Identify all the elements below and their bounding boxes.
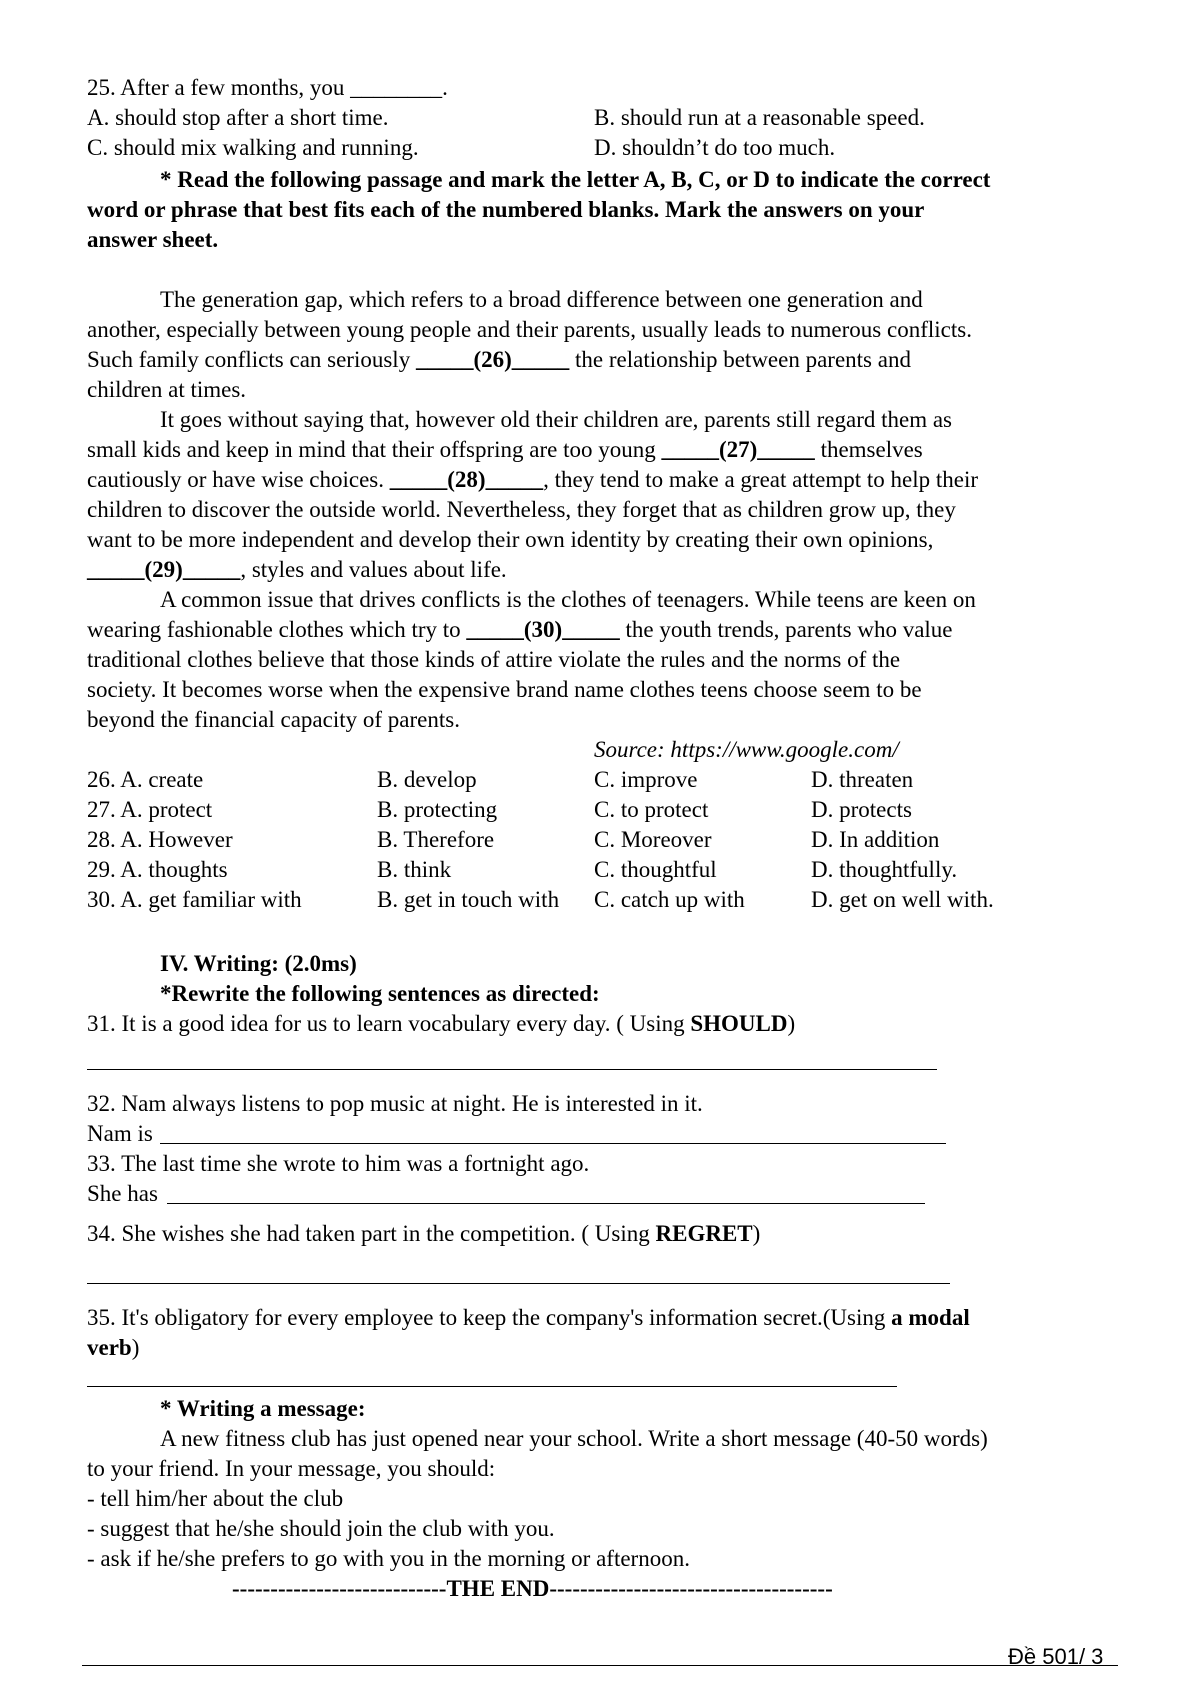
option-27-b: B. protecting — [377, 797, 498, 822]
option-29-d: D. thoughtfully. — [811, 857, 958, 882]
q34-text: 34. She wishes she had taken part in the competition. ( Using — [87, 1221, 656, 1246]
q25-stem: 25. After a few months, you ________. — [87, 75, 448, 100]
q34-answer-line[interactable] — [87, 1283, 950, 1284]
passage-text: the youth trends, parents who value — [619, 617, 953, 642]
passage-text: Such family conflicts can seriously — [87, 347, 416, 372]
page-footer: Đề 501/ 3 — [1008, 1644, 1104, 1669]
q34 — [87, 1220, 760, 1248]
q35-keyword-cont: verb — [87, 1335, 132, 1360]
q35-line2 — [87, 1334, 139, 1362]
passage-p1-line3 — [87, 346, 911, 374]
option-28-d: D. In addition — [811, 827, 940, 852]
option-26-d: D. threaten — [811, 767, 914, 792]
passage-p2-line6 — [87, 556, 507, 584]
q32: 32. Nam always listens to pop music at night. He is interested in it. — [87, 1091, 703, 1116]
passage-text: wearing fashionable clothes which try to — [87, 617, 467, 642]
q32-answer-line[interactable] — [160, 1143, 946, 1144]
passage-text: , they tend to make a great attempt to help their — [543, 467, 979, 492]
q25-options-row1 — [87, 104, 1087, 132]
q25-option-b: B. should run at a reasonable speed. — [594, 105, 925, 130]
q33-answer-line[interactable] — [167, 1203, 925, 1204]
q35-text: 35. It's obligatory for every employee to keep the company's information secret.(Using — [87, 1305, 892, 1330]
option-30-d: D. get on well with. — [811, 887, 994, 912]
option-30-c: C. catch up with — [594, 887, 745, 912]
q31-keyword: SHOULD — [690, 1011, 788, 1036]
blank-27: _____(27)_____ — [661, 437, 815, 462]
blank-30: _____(30)_____ — [466, 617, 620, 642]
passage-p2-line4: children to discover the outside world. Nevertheless, they forget that as children grow up, they — [87, 497, 956, 522]
message-bullet-2: - suggest that he/she should join the club with you. — [87, 1516, 555, 1541]
passage-p2-line5: want to be more independent and develop their own identity by creating their own opinions, — [87, 527, 934, 552]
writing-heading: IV. Writing: (2.0ms) — [160, 951, 357, 976]
footer-divider — [82, 1665, 1118, 1666]
q31-text-end: ) — [787, 1011, 796, 1036]
passage-text: the relationship between parents and — [569, 347, 911, 372]
q35-answer-line[interactable] — [87, 1386, 897, 1387]
passage-p2-line3 — [87, 466, 978, 494]
option-29-a: 29. A. thoughts — [87, 857, 228, 882]
message-bullet-3: - ask if he/she prefers to go with you in the morning or afternoon. — [87, 1546, 690, 1571]
passage-p2-line1: It goes without saying that, however old their children are, parents still regard them as — [160, 407, 952, 432]
q31-text: 31. It is a good idea for us to learn vocabulary every day. ( Using — [87, 1011, 691, 1036]
passage-source: Source: https://www.google.com/ — [594, 737, 899, 762]
passage-text: cautiously or have wise choices. — [87, 467, 390, 492]
option-30-a: 30. A. get familiar with — [87, 887, 302, 912]
passage-text: small kids and keep in mind that their offspring are too young — [87, 437, 662, 462]
q33: 33. The last time she wrote to him was a fortnight ago. — [87, 1151, 590, 1176]
option-26-a: 26. A. create — [87, 767, 204, 792]
option-28-c: C. Moreover — [594, 827, 712, 852]
blank-29: _____(29)_____ — [87, 557, 241, 582]
option-27-a: 27. A. protect — [87, 797, 213, 822]
q25-option-c: C. should mix walking and running. — [87, 135, 419, 160]
option-26-c: C. improve — [594, 767, 698, 792]
passage-p3-line3: traditional clothes believe that those kinds of attire violate the rules and the norms of the — [87, 647, 901, 672]
q35-keyword: a modal — [891, 1305, 970, 1330]
q34-keyword: REGRET — [655, 1221, 753, 1246]
passage-p3-line1: A common issue that drives conflicts is the clothes of teenagers. While teens are keen on — [160, 587, 976, 612]
q31-answer-line[interactable] — [87, 1069, 937, 1070]
message-line1: A new fitness club has just opened near your school. Write a short message (40-50 words) — [160, 1426, 988, 1451]
passage-p1-line1: The generation gap, which refers to a broad difference between one generation and — [160, 287, 923, 312]
q25-option-d: D. shouldn’t do too much. — [594, 135, 836, 160]
message-line2: to your friend. In your message, you should: — [87, 1456, 496, 1481]
option-28-a: 28. A. However — [87, 827, 233, 852]
reading-instruction-line3: answer sheet. — [87, 227, 219, 252]
q25-options-row2 — [87, 134, 1087, 162]
q32-start: Nam is — [87, 1121, 153, 1146]
passage-p3-line2 — [87, 616, 953, 644]
q31 — [87, 1010, 795, 1038]
passage-p1-line2: another, especially between young people and their parents, usually leads to numerous conflicts. — [87, 317, 972, 342]
passage-text: themselves — [814, 437, 923, 462]
the-end: ----------------------------THE END------------------------------------- — [232, 1576, 833, 1601]
q33-start: She has — [87, 1181, 158, 1206]
reading-instruction-line2: word or phrase that best fits each of the numbered blanks. Mark the answers on your — [87, 197, 925, 222]
passage-p2-line2 — [87, 436, 923, 464]
q34-text-end: ) — [752, 1221, 761, 1246]
q25-option-a: A. should stop after a short time. — [87, 105, 389, 130]
blank-28: _____(28)_____ — [389, 467, 544, 492]
passage-p1-line4: children at times. — [87, 377, 247, 402]
option-30-b: B. get in touch with — [377, 887, 560, 912]
option-27-d: D. protects — [811, 797, 912, 822]
reading-instruction-line1: * Read the following passage and mark the letter A, B, C, or D to indicate the correct — [160, 167, 991, 192]
blank-26: _____(26)_____ — [415, 347, 570, 372]
message-heading: * Writing a message: — [160, 1396, 366, 1421]
q35 — [87, 1304, 970, 1332]
message-bullet-1: - tell him/her about the club — [87, 1486, 344, 1511]
passage-p3-line4: society. It becomes worse when the expensive brand name clothes teens choose seem to be — [87, 677, 922, 702]
option-27-c: C. to protect — [594, 797, 709, 822]
option-28-b: B. Therefore — [377, 827, 495, 852]
passage-p3-line5: beyond the financial capacity of parents. — [87, 707, 460, 732]
q35-text-end: ) — [131, 1335, 140, 1360]
rewrite-instruction: *Rewrite the following sentences as directed: — [160, 981, 600, 1006]
option-29-b: B. think — [377, 857, 452, 882]
option-29-c: C. thoughtful — [594, 857, 717, 882]
passage-text: , styles and values about life. — [240, 557, 507, 582]
option-26-b: B. develop — [377, 767, 477, 792]
